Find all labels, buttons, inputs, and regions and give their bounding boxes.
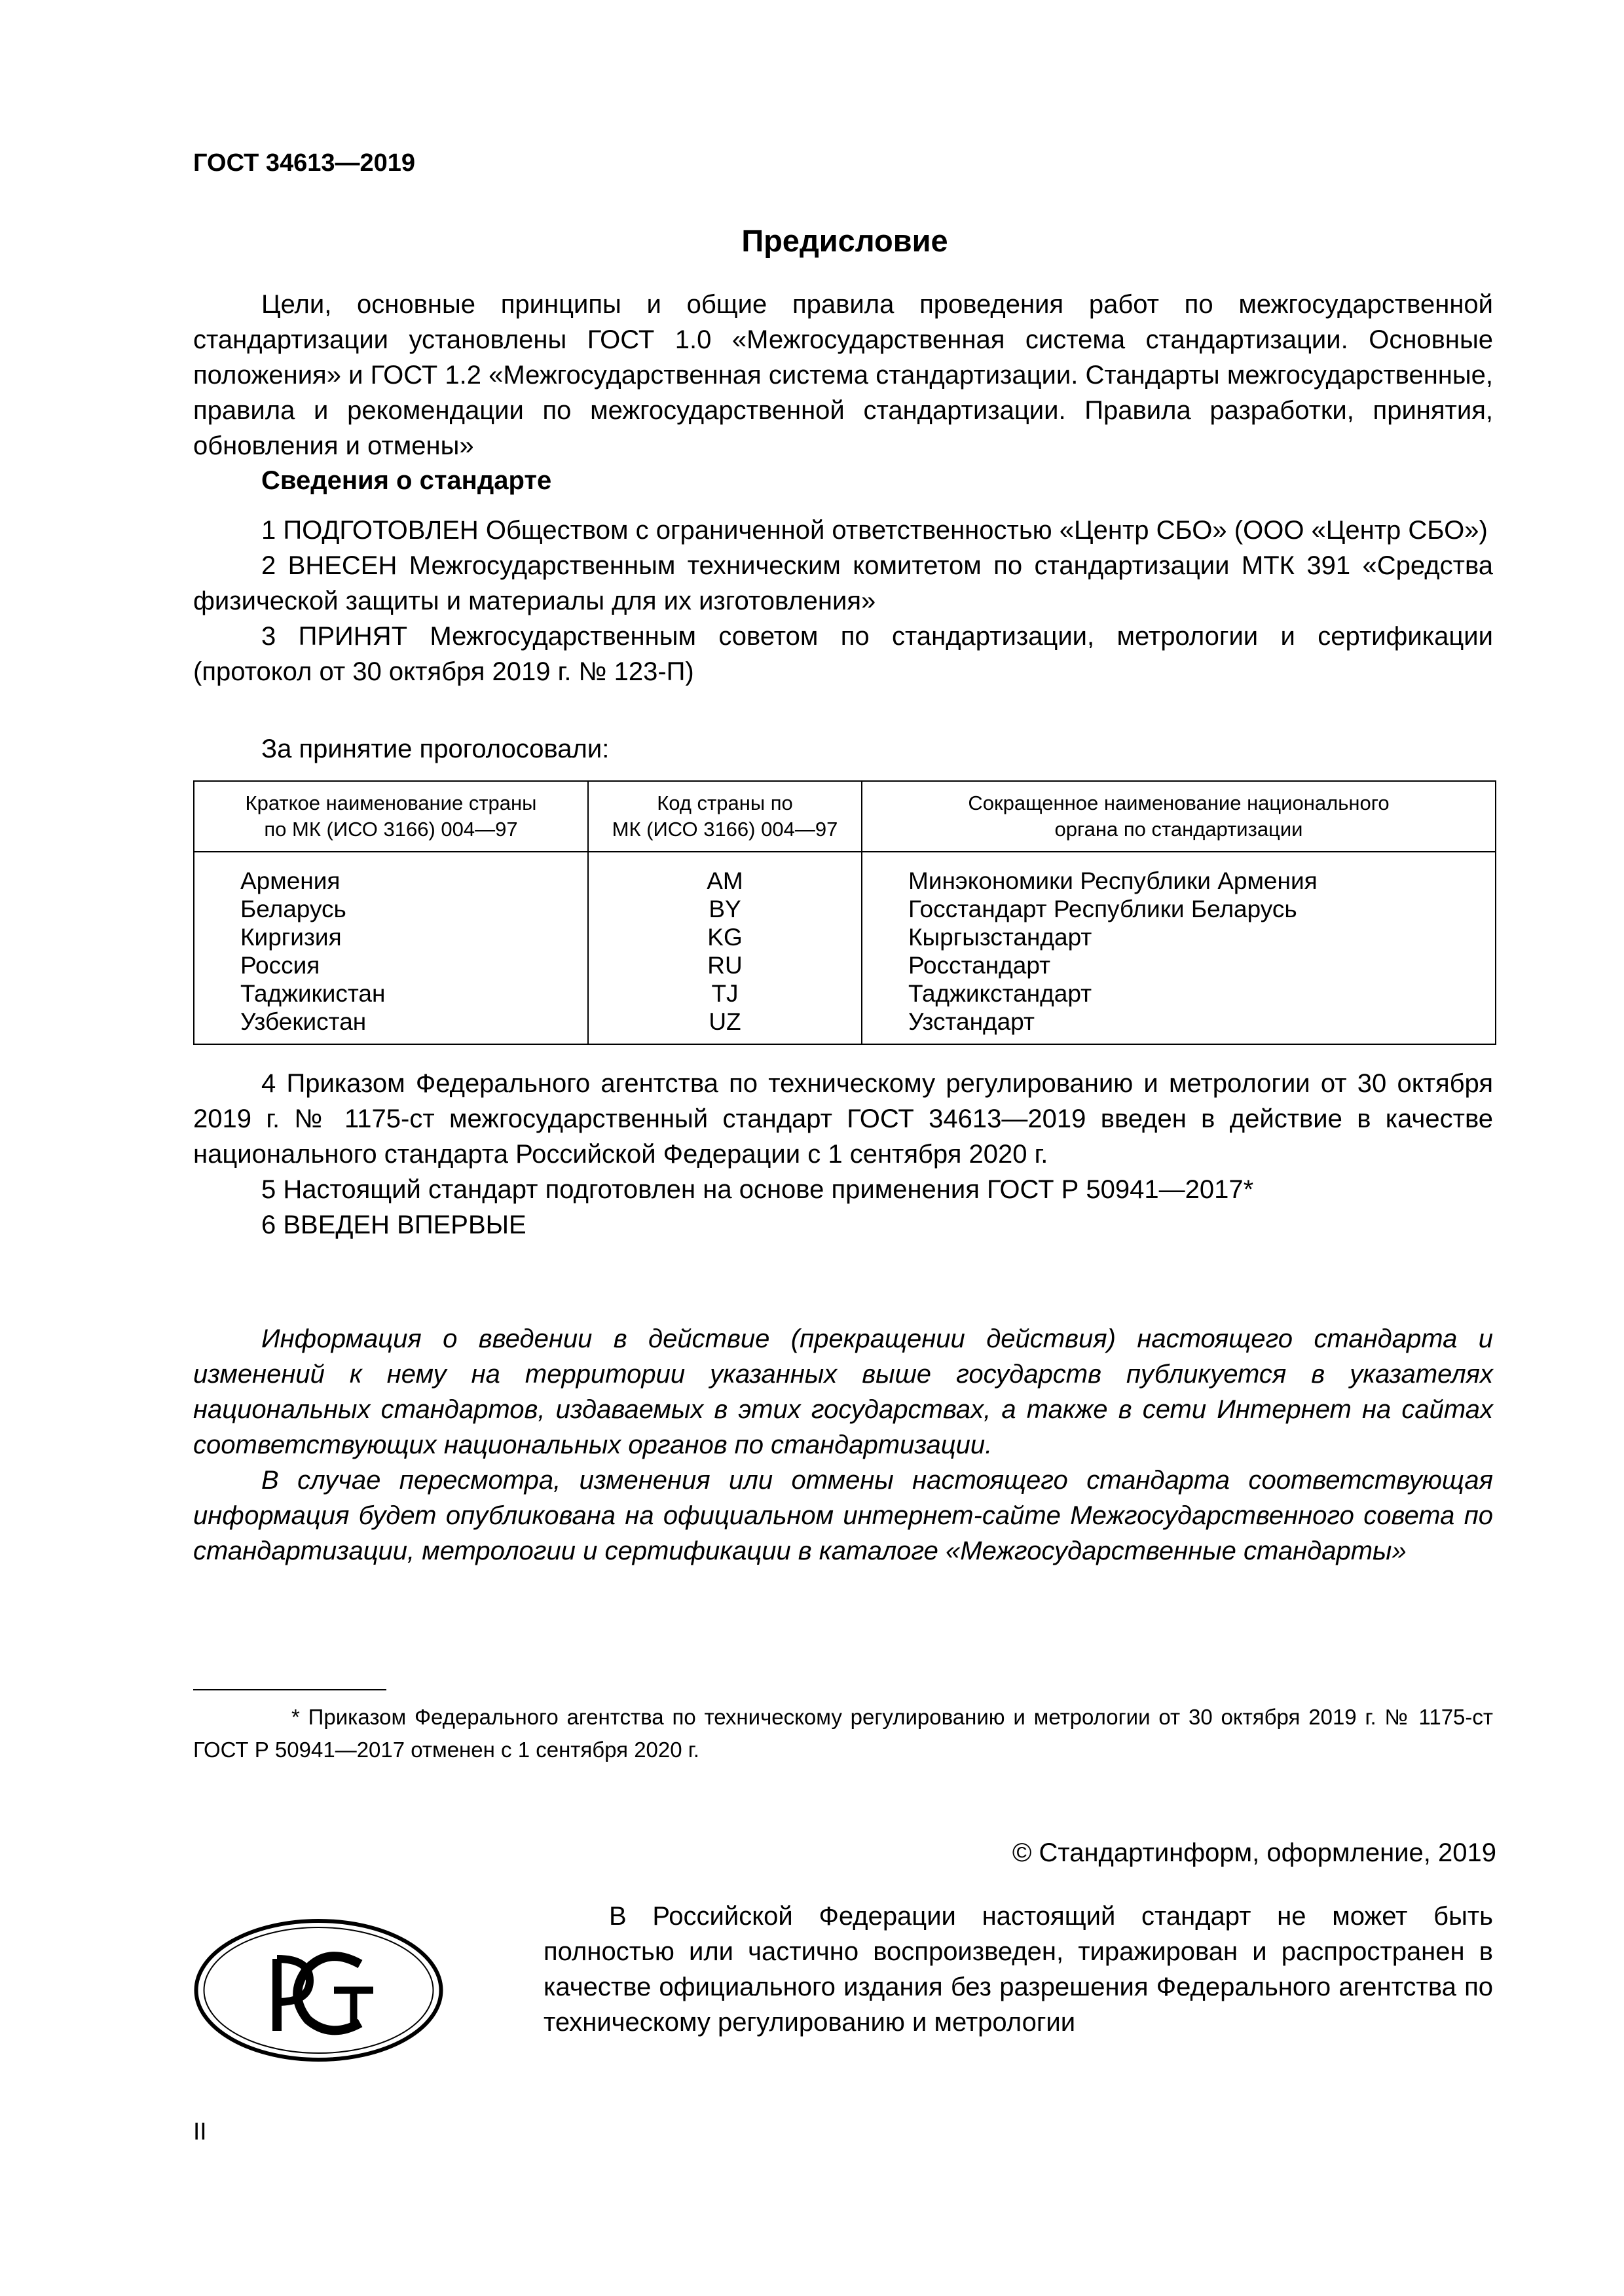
info-items	[193, 513, 1493, 689]
header-country-line1: Краткое наименование страны	[245, 792, 537, 814]
page-title: Предисловие	[741, 223, 948, 258]
country-cell: Киргизия	[194, 923, 588, 951]
document-header: ГОСТ 34613—2019	[193, 149, 416, 177]
code-cell: RU	[588, 951, 862, 979]
header-body	[862, 781, 1496, 852]
info-heading: Сведения о стандарте	[261, 466, 552, 495]
table-row	[194, 923, 1496, 951]
info-item-1: 1 ПОДГОТОВЛЕН Обществом с ограниченной ответственностью «Центр СБО» (ООО «Центр СБО»)	[261, 516, 1488, 545]
info-item-2: 2 ВНЕСЕН Межгосударственным техническим комитетом по стандартизации МТК 391 «Средства физической защиты и материалы для их изготовления»	[193, 551, 1493, 615]
header-body-line1: Сокращенное наименование национального	[968, 792, 1390, 814]
publication-info	[193, 1321, 1493, 1569]
header-code-line2: МК (ИСО 3166) 004—97	[612, 818, 838, 841]
code-cell: TJ	[588, 979, 862, 1008]
body-cell: Госстандарт Республики Беларусь	[862, 895, 1496, 923]
page-number: II	[193, 2118, 207, 2145]
code-cell: KG	[588, 923, 862, 951]
voted-label: За принятие проголосовали:	[261, 735, 610, 763]
table-row	[194, 852, 1496, 895]
intro-paragraph: Цели, основные принципы и общие правила проведения работ по межгосударственной стандартизации установлены ГОСТ 1.0 «Межгосударственная система стандартизации. Основные положения» и ГОСТ 1.2 «Межгосударственная система стандартизации. Стандарты межгосударственные, правила и рекомендации по межгосударственной стандартизации. Правила разработки, принятия, обновления и отмены»	[193, 290, 1493, 460]
footnote: * Приказом Федерального агентства по техническому регулированию и метрологии от 30 октября 2019 г. № 1175-ст ГОСТ Р 50941—2017 отменен с 1 сентября 2020 г.	[193, 1705, 1493, 1762]
code-cell: UZ	[588, 1008, 862, 1044]
table-row	[194, 1008, 1496, 1044]
info-item-3: 3 ПРИНЯТ Межгосударственным советом по стандартизации, метрологии и сертификации (протокол от 30 октября 2019 г. № 123-П)	[193, 622, 1493, 686]
footnote-divider	[193, 1689, 386, 1690]
body-cell: Узстандарт	[862, 1008, 1496, 1044]
header-code-line1: Код страны по	[657, 792, 793, 814]
header-code	[588, 781, 862, 852]
publication-paragraph-1: Информация о введении в действие (прекращении действия) настоящего стандарта и изменений к нему на территории указанных выше государств публикуется в указателях национальных стандартов, издаваемых в этих государствах, а также в сети Интернет на сайтах соответствующих национальных органов по стандартизации.	[193, 1324, 1493, 1459]
table-header-row	[194, 781, 1496, 852]
info-item-5: 5 Настоящий стандарт подготовлен на основе применения ГОСТ Р 50941—2017*	[261, 1175, 1254, 1204]
code-cell: BY	[588, 895, 862, 923]
country-cell: Беларусь	[194, 895, 588, 923]
info-items-2	[193, 1066, 1493, 1243]
voting-table	[193, 780, 1496, 1045]
info-item-6: 6 ВВЕДЕН ВПЕРВЫЕ	[261, 1211, 526, 1239]
table-row	[194, 979, 1496, 1008]
country-cell: Армения	[194, 852, 588, 895]
country-cell: Узбекистан	[194, 1008, 588, 1044]
publication-paragraph-2: В случае пересмотра, изменения или отмены настоящего стандарта соответствующая информация будет опубликована на официальном интернет-сайте Межгосударственного совета по стандартизации, метрологии и сертификации в каталоге «Межгосударственные стандарты»	[193, 1466, 1493, 1565]
header-country-line2: по МК (ИСО 3166) 004—97	[264, 818, 518, 841]
country-cell: Россия	[194, 951, 588, 979]
rst-certification-mark-icon	[193, 1918, 444, 2062]
body-cell: Кыргызстандарт	[862, 923, 1496, 951]
rights-notice: В Российской Федерации настоящий стандарт не может быть полностью или частично воспроизведен, тиражирован и распространен в качестве официального издания без разрешения Федерального агентства по техническому регулированию и метрологии	[544, 1902, 1493, 2037]
header-country	[194, 781, 588, 852]
copyright-notice: © Стандартинформ, оформление, 2019	[1012, 1838, 1496, 1867]
header-body-line2: органа по стандартизации	[1054, 818, 1303, 841]
body-cell: Таджикстандарт	[862, 979, 1496, 1008]
body-cell: Росстандарт	[862, 951, 1496, 979]
country-cell: Таджикистан	[194, 979, 588, 1008]
table-row	[194, 951, 1496, 979]
info-item-4: 4 Приказом Федерального агентства по техническому регулированию и метрологии от 30 октября 2019 г. № 1175-ст межгосударственный стандарт ГОСТ 34613—2019 введен в действие в качестве национального стандарта Российской Федерации с 1 сентября 2020 г.	[193, 1069, 1493, 1169]
code-cell: AM	[588, 852, 862, 895]
body-cell: Минэкономики Республики Армения	[862, 852, 1496, 895]
table-row	[194, 895, 1496, 923]
